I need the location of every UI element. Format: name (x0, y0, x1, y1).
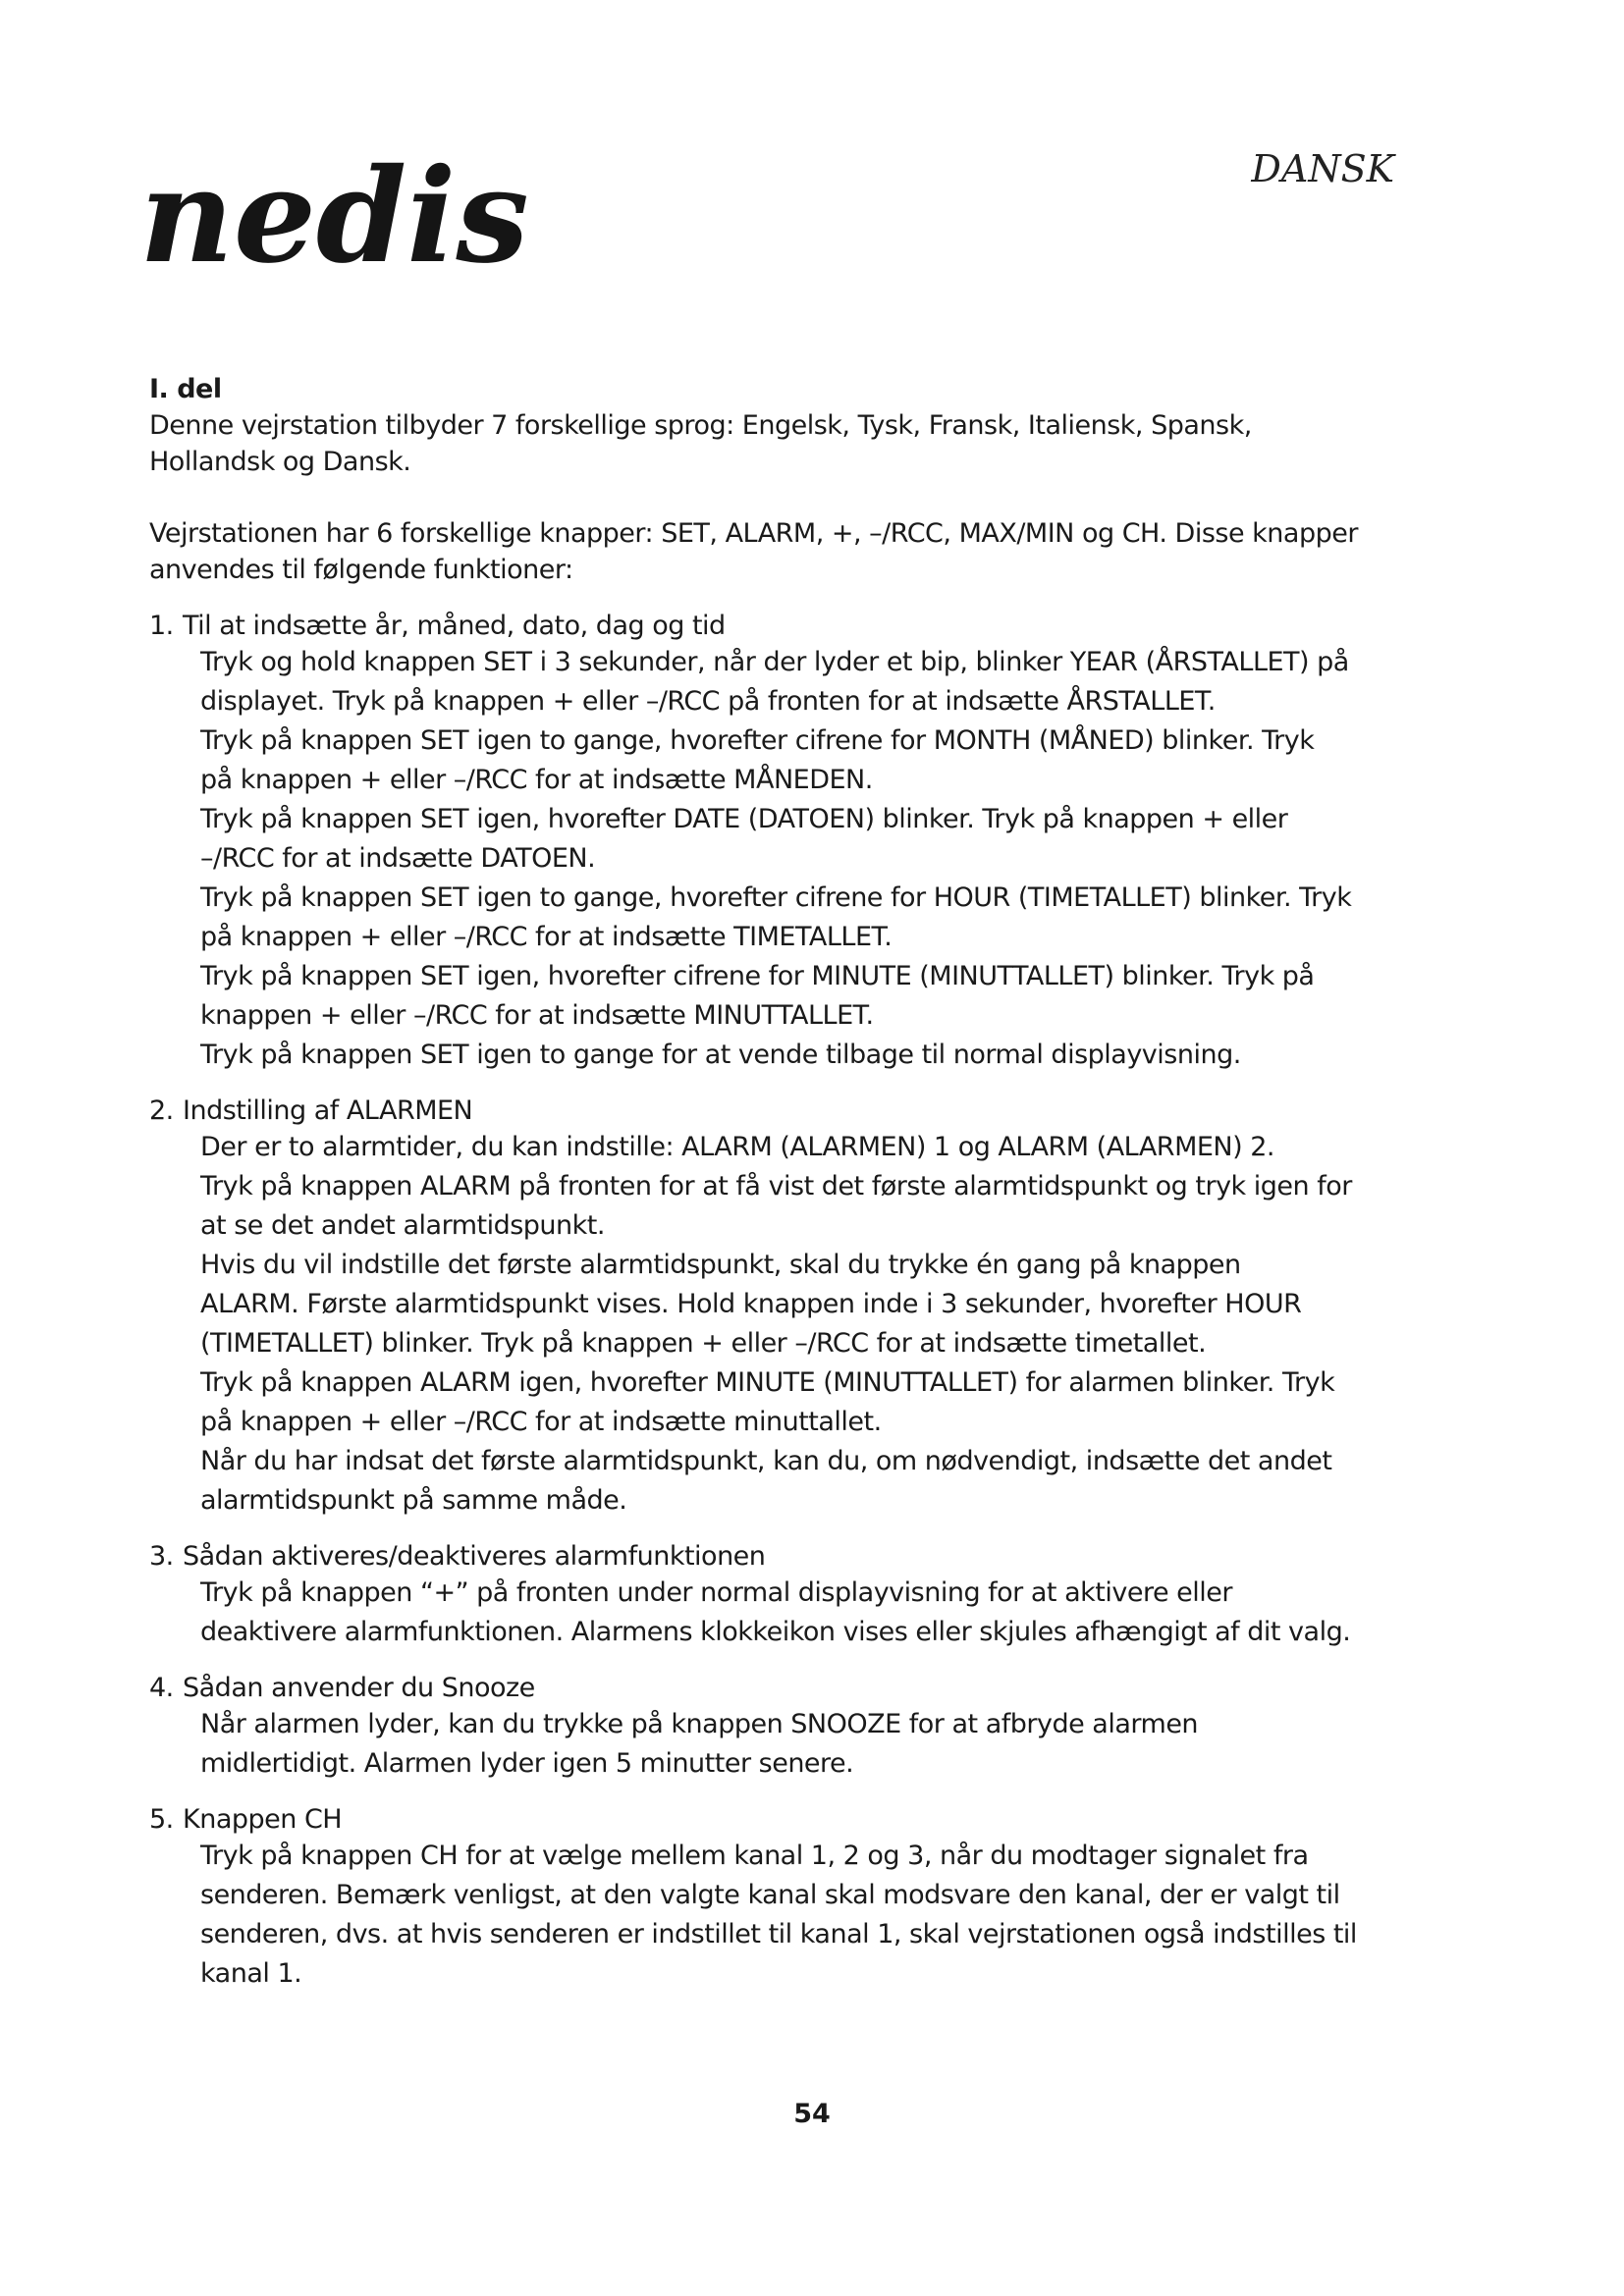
document-body (149, 371, 1367, 2007)
step-title: Sådan anvender du Snooze (183, 1673, 535, 1703)
step-line: Tryk på knappen SET igen to gange, hvorefter cifrene for HOUR (TIMETALLET) blinker. Tryk (200, 882, 1352, 913)
language-label: DANSK (1251, 147, 1394, 190)
step-line: på knappen + eller –/RCC for at indsætte MÅNEDEN. (200, 765, 873, 795)
step-line: knappen + eller –/RCC for at indsætte MINUTTALLET. (200, 1000, 874, 1031)
step-1 (149, 608, 1367, 1073)
buttons-line-1: Vejrstationen har 6 forskellige knapper: SET, ALARM, +, –/RCC, MAX/MIN og CH. Disse knapper (149, 518, 1358, 549)
page-number: 54 (793, 2099, 831, 2129)
steps-list (149, 608, 1367, 1992)
step-number: 4. (149, 1673, 174, 1703)
intro-line-2: Hollandsk og Dansk. (149, 447, 411, 477)
step-line: Tryk på knappen SET igen, hvorefter cifrene for MINUTE (MINUTTALLET) blinker. Tryk på (200, 961, 1315, 991)
step-line: Tryk og hold knappen SET i 3 sekunder, når der lyder et bip, blinker YEAR (ÅRSTALLET) på (200, 647, 1349, 677)
step-line: (TIMETALLET) blinker. Tryk på knappen + eller –/RCC for at indsætte timetallet. (200, 1328, 1207, 1359)
step-line: Der er to alarmtider, du kan indstille: ALARM (ALARMEN) 1 og ALARM (ALARMEN) 2. (200, 1132, 1274, 1162)
step-line: på knappen + eller –/RCC for at indsætte TIMETALLET. (200, 922, 893, 952)
step-line: at se det andet alarmtidspunkt. (200, 1210, 605, 1241)
step-line: Tryk på knappen SET igen to gange, hvorefter cifrene for MONTH (MÅNED) blinker. Tryk (200, 725, 1315, 756)
section-title: I. del (149, 374, 222, 404)
step-line: Tryk på knappen CH for at vælge mellem kanal 1, 2 og 3, når du modtager signalet fra (200, 1841, 1309, 1871)
step-line: Når du har indsat det første alarmtidspunkt, kan du, om nødvendigt, indsætte det andet (200, 1446, 1332, 1476)
step-5 (149, 1801, 1367, 1992)
step-line: deaktivere alarmfunktionen. Alarmens klokkeikon vises eller skjules afhængigt af dit valg. (200, 1617, 1351, 1647)
step-3 (149, 1538, 1367, 1650)
step-line: Tryk på knappen ALARM på fronten for at få vist det første alarmtidspunkt og tryk igen for (200, 1171, 1352, 1201)
logo-text: nedis (139, 145, 529, 283)
step-line: –/RCC for at indsætte DATOEN. (200, 843, 596, 874)
step-title: Sådan aktiveres/deaktiveres alarmfunktionen (183, 1541, 766, 1572)
step-number: 3. (149, 1541, 174, 1572)
step-line: kanal 1. (200, 1958, 302, 1989)
step-number: 5. (149, 1804, 174, 1835)
step-line: Tryk på knappen SET igen, hvorefter DATE (DATOEN) blinker. Tryk på knappen + eller (200, 804, 1288, 834)
intro-line-1: Denne vejrstation tilbyder 7 forskellige sprog: Engelsk, Tysk, Fransk, Italiensk, Spansk, (149, 410, 1252, 441)
step-line: Hvis du vil indstille det første alarmtidspunkt, skal du trykke én gang på knappen (200, 1250, 1241, 1280)
step-title: Til at indsætte år, måned, dato, dag og tid (183, 611, 726, 641)
step-line: Tryk på knappen ALARM igen, hvorefter MINUTE (MINUTTALLET) for alarmen blinker. Tryk (200, 1367, 1335, 1398)
nedis-logo (135, 145, 577, 283)
step-line: Når alarmen lyder, kan du trykke på knappen SNOOZE for at afbryde alarmen (200, 1709, 1199, 1739)
step-4 (149, 1670, 1367, 1782)
step-line: senderen, dvs. at hvis senderen er indstillet til kanal 1, skal vejrstationen også indstilles til (200, 1919, 1357, 1949)
step-title: Knappen CH (183, 1804, 343, 1835)
step-line: ALARM. Første alarmtidspunkt vises. Hold knappen inde i 3 sekunder, hvorefter HOUR (200, 1289, 1302, 1319)
step-2 (149, 1093, 1367, 1519)
step-line: displayet. Tryk på knappen + eller –/RCC på fronten for at indsætte ÅRSTALLET. (200, 686, 1216, 717)
step-line: midlertidigt. Alarmen lyder igen 5 minutter senere. (200, 1748, 854, 1779)
buttons-line-2: anvendes til følgende funktioner: (149, 555, 573, 585)
step-line: alarmtidspunkt på samme måde. (200, 1485, 627, 1516)
step-title: Indstilling af ALARMEN (183, 1095, 473, 1126)
step-number: 1. (149, 611, 174, 641)
step-number: 2. (149, 1095, 174, 1126)
step-line: Tryk på knappen SET igen to gange for at vende tilbage til normal displayvisning. (200, 1040, 1241, 1070)
step-line: Tryk på knappen “+” på fronten under normal displayvisning for at aktivere eller (200, 1577, 1232, 1608)
step-line: senderen. Bemærk venligst, at den valgte kanal skal modsvare den kanal, der er valgt til (200, 1880, 1340, 1910)
step-line: på knappen + eller –/RCC for at indsætte minuttallet. (200, 1407, 882, 1437)
